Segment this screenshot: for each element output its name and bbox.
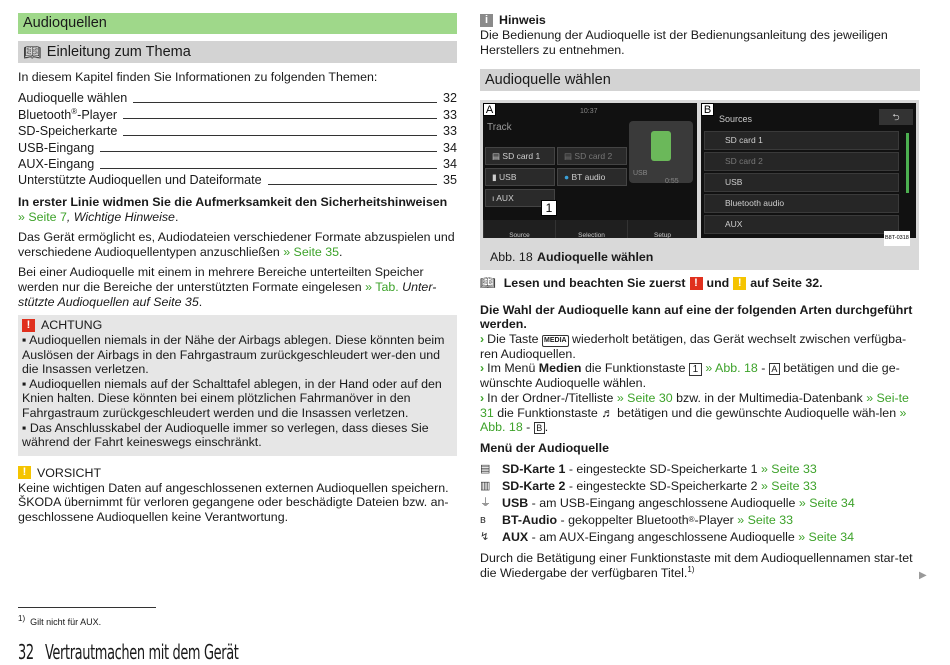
usb-icon: ⏚ — [480, 496, 491, 509]
fig-link[interactable]: » Abb. 18 — [705, 361, 758, 376]
caution-text: Keine wichtigen Daten auf angeschlossenen externen Audioquellen speichern. ŠKODA übernimmt für verloren gegangene oder beschädigte Dateien bzw. an-geschlossene Audioquellen keine Verantwortung. — [18, 480, 449, 525]
figure-audioquelle — [480, 100, 919, 270]
intro-heading: Einleitung zum Thema — [46, 44, 191, 60]
toc-row[interactable]: Unterstützte Audioquellen und Dateiformate 35 — [18, 173, 458, 188]
note-head — [480, 12, 920, 28]
media-key-icon: MEDIA — [542, 335, 569, 347]
setup-button[interactable]: Setup — [627, 220, 697, 238]
toc-row[interactable]: Bluetooth®-Player 33 — [18, 106, 458, 122]
track-label: Track — [487, 122, 512, 133]
note-title: Hinweis — [499, 12, 546, 27]
book-icon: 📖︎ — [480, 276, 496, 290]
page30-link[interactable]: » Seite 30 — [616, 390, 673, 405]
menu-item-sd2: ▥ SD-Karte 2 - eingesteckte SD-Speicherkarte 2 » Seite 33 — [480, 478, 817, 493]
choose-heading-bar — [480, 69, 920, 91]
fig-link[interactable]: » Abb. 18 — [480, 405, 907, 435]
usb-stick-icon — [651, 131, 671, 161]
page31-link[interactable]: » Sei-te 31 — [480, 390, 909, 420]
page-link[interactable]: » Seite 33 — [737, 512, 794, 527]
tile-sd1[interactable]: ▤ SD card 1 — [485, 147, 555, 165]
page-number: 32 — [18, 640, 34, 664]
warning-item: ▪ Das Anschlusskabel der Audioquelle immer so verlegen, dass dieses Sie während der Fahrt keineswegs einschränkt. — [22, 420, 429, 450]
caution-icon: ! — [18, 466, 31, 479]
warning-item: ▪ Audioquellen niemals in der Nähe der Airbags ablegen. Diese könnten beim Auslösen der Airbags in den Fahrgastraum zurückgeschleudert wer-den und die Insassen verletzen. — [22, 333, 445, 377]
page-link[interactable]: » Seite 33 — [760, 478, 817, 493]
caption-text: Audioquelle wählen — [537, 250, 654, 264]
book-icon: 📖︎ — [23, 44, 41, 60]
toc-row[interactable]: AUX-Eingang 34 — [18, 156, 458, 171]
toc-row[interactable]: SD-Speicherkarte 33 — [18, 124, 458, 139]
tile-aux[interactable]: ı AUX — [485, 189, 555, 207]
caution-title: VORSICHT — [37, 465, 102, 480]
caption-label: Abb. 18 — [490, 250, 533, 264]
chapter-title: Vertrautmachen mit dem Gerät — [45, 640, 239, 664]
safety-paragraph: In erster Linie widmen Sie die Aufmerksamkeit den Sicherheitshinweisen » Seite 7, Wichtige Hinweise. — [18, 194, 448, 224]
page-link[interactable]: » Seite 34 — [798, 529, 855, 544]
choice-heading: Die Wahl der Audioquelle kann auf eine der folgenden Arten durchgeführt werden. — [480, 302, 913, 332]
right-column — [480, 0, 920, 91]
tile-usb[interactable]: ▮ USB — [485, 168, 555, 186]
caution-head — [18, 465, 457, 481]
back-button[interactable] — [879, 109, 913, 125]
read-line: 📖︎ Lesen und beachten Sie zuerst ! und ! auf Seite 32. — [480, 276, 823, 290]
page-link[interactable]: » Seite 34 — [798, 495, 855, 510]
section-title: Audioquellen — [18, 13, 457, 34]
menu-list — [480, 460, 920, 545]
menu-item-bt: ʙ BT-Audio - gekoppelter Bluetooth ® -Player » Seite 33 — [480, 512, 794, 527]
warning-item: ▪ Audioquellen niemals auf der Schalttafel ablegen, in der Hand oder auf den Knien halten. Diese könnten bei einem plötzlichen Fahrmanöver in den Fahrgastraum zurückgeschleudert werden und die Insassen verletzen. — [22, 376, 442, 421]
list-sd2[interactable]: SD card 2 — [704, 152, 899, 171]
sd1-icon: ▤ — [480, 462, 491, 475]
label-a: A — [483, 103, 496, 116]
intro-text: In diesem Kapitel finden Sie Informationen zu folgenden Themen: — [18, 70, 378, 84]
sd2-icon: ▥ — [480, 479, 491, 492]
choose-heading: Audioquelle wählen — [485, 72, 611, 89]
list-bt[interactable]: Bluetooth audio — [704, 194, 899, 213]
formats-paragraph: Das Gerät ermöglicht es, Audiodateien verschiedener Formate abzuspielen und verschiedene Audioquellentypen anzuschließen » Seite 35. — [18, 230, 455, 259]
caution-icon: ! — [733, 277, 746, 290]
intro-heading-bar — [18, 41, 457, 63]
note-text: Die Bedienung der Audioquelle ist der Bedienungsanleitung des jeweiligen Herstellers zu entnehmen. — [480, 28, 888, 57]
left-column — [18, 0, 457, 525]
toc-row[interactable]: USB-Eingang 34 — [18, 140, 458, 155]
figure-code: B8T-0318 — [884, 231, 910, 246]
screen-a — [483, 103, 697, 238]
screen-b — [701, 103, 916, 241]
list-aux[interactable]: AUX — [704, 215, 899, 234]
warning-box — [18, 315, 457, 456]
menu-heading: Menü der Audioquelle — [480, 440, 609, 455]
table-link[interactable]: » Tab. — [365, 279, 399, 294]
next-page-icon: ▶ — [919, 570, 927, 581]
page-link[interactable]: » Seite 33 — [760, 461, 817, 476]
source-button[interactable]: Source — [483, 220, 555, 238]
list-sd1[interactable]: SD card 1 — [704, 131, 899, 150]
warning-head — [22, 317, 453, 333]
menu-item-aux: ↯ AUX - am AUX-Eingang angeschlossene Audioquelle » Seite 34 — [480, 529, 855, 544]
elapsed-time: 0:55 — [665, 178, 679, 185]
menu-item-usb: ⏚ USB - am USB-Eingang angeschlossene Audioquelle » Seite 34 — [480, 495, 855, 510]
step-2: › Im Menü Medien die Funktionstaste 1 » Abb. 18 - A betätigen und die ge-wünschte Audioquelle wählen. — [480, 361, 900, 391]
warning-icon: ! — [22, 319, 35, 332]
tile-bt[interactable]: ● BT audio — [557, 168, 627, 186]
step-3: › In der Ordner-/Titelliste » Seite 30 bzw. in der Multimedia-Datenbank » Sei-te 31 die Funktionstaste ♬ betätigen und die gewünschte Audioquelle wäh-len » Abb. 18 - B . — [480, 390, 909, 435]
bluetooth-icon: ʙ — [480, 513, 486, 526]
callout-1: 1 — [541, 200, 557, 216]
back-icon: ⮌ — [892, 112, 900, 122]
clock: 10:37 — [580, 108, 598, 115]
menu-item-sd1: ▤ SD-Karte 1 - eingesteckte SD-Speicherkarte 1 » Seite 33 — [480, 461, 817, 476]
formats-link[interactable]: » Seite 35 — [283, 244, 340, 259]
toc-row[interactable]: Audioquelle wählen 32 — [18, 91, 458, 106]
usb-tag: USB — [633, 170, 648, 177]
caution-block — [18, 465, 457, 525]
info-icon: i — [480, 14, 493, 27]
footnote-rule — [18, 607, 156, 608]
scrollbar[interactable] — [906, 133, 909, 193]
page-footer — [18, 640, 239, 664]
footnote: $^{1)}$ Gilt nicht für AUX. — [18, 614, 102, 627]
warning-icon: ! — [690, 277, 703, 290]
right-lower — [480, 276, 920, 581]
aux-icon: ↯ — [480, 530, 490, 543]
sources-title: Sources — [719, 114, 753, 124]
label-b: B — [701, 103, 714, 116]
list-usb[interactable]: USB — [704, 173, 899, 192]
safety-link[interactable]: » Seite 7 — [18, 209, 67, 224]
toc — [18, 90, 457, 188]
selection-button[interactable]: Selection — [555, 220, 627, 238]
tile-sd2[interactable]: ▤ SD card 2 — [557, 147, 627, 165]
figure-caption — [480, 250, 919, 270]
usb-art — [629, 121, 693, 183]
step-1: › Die Taste MEDIA wiederholt betätigen, das Gerät wechselt zwischen verfügba-ren Audioquellen. — [480, 331, 907, 361]
closing-text: Durch die Betätigung einer Funktionstaste mit dem Audioquellennamen star-tet die Wiedergabe der verfügbaren Titel.$^{1)}$ — [480, 551, 913, 580]
memory-paragraph: Bei einer Audioquelle mit einem in mehrere Bereiche unterteilten Speicher werden nur die Bereiche der unterstützten Formate eingelesen » Tab. Unter-stützte Audioquellen auf Seite 35. — [18, 265, 437, 309]
warning-title: ACHTUNG — [41, 317, 103, 332]
